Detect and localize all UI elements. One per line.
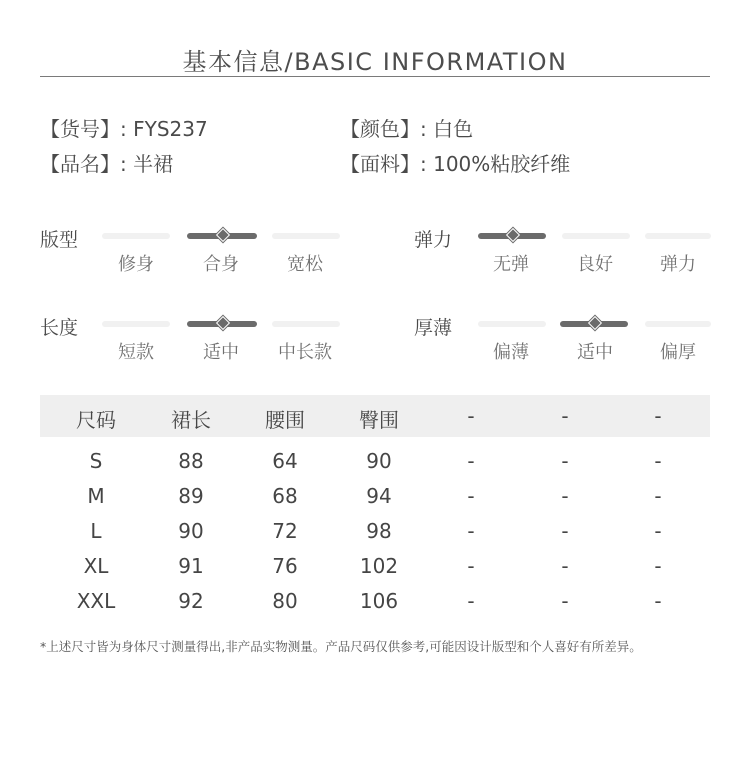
table-cell: - [654,554,662,578]
table-cell: - [561,589,569,613]
rating-track [645,233,711,239]
rating-marker [216,228,230,242]
table-cell: XXL [76,589,116,613]
table-cell: 90 [178,519,204,543]
rating-track [562,233,630,239]
rating-track [645,321,711,327]
table-cell: 102 [359,554,399,578]
rating-option-selected: 无弹 [493,254,529,275]
rating-label: 弹力 [414,229,453,251]
table-cell: - [467,589,475,613]
table-cell: - [561,554,569,578]
table-cell: - [467,519,475,543]
rating-marker [588,316,602,330]
column-header-empty: - [654,404,662,428]
rating-option: 修身 [118,254,154,275]
fabric-row [340,148,570,177]
rating-option-selected: 合身 [203,254,239,275]
rating-option: 短款 [118,342,154,363]
table-cell: 91 [178,554,204,578]
rating-option: 宽松 [287,254,323,275]
item-number-value: FYS237 [133,117,208,141]
rating-track [478,321,546,327]
table-cell: - [654,484,662,508]
table-cell: - [467,554,475,578]
table-cell: 68 [272,484,298,508]
column-header-length: 裙长 [171,408,211,432]
product-name-row [40,148,173,177]
table-cell: 76 [272,554,298,578]
rating-option: 良好 [577,254,613,275]
table-cell: - [654,519,662,543]
product-name-value: 半裙 [133,152,174,176]
table-cell: - [467,484,475,508]
table-cell: 80 [272,589,298,613]
rating-option: 偏薄 [493,342,529,363]
table-cell: 72 [272,519,298,543]
table-cell: 92 [178,589,204,613]
table-cell: 94 [366,484,392,508]
table-cell: 89 [178,484,204,508]
column-header-empty: - [467,404,475,428]
table-cell: S [89,449,103,473]
item-number-label: 【货号】: [40,117,127,141]
table-cell: XL [83,554,109,578]
rating-track [272,321,340,327]
table-cell: L [90,519,102,543]
column-header-waist: 腰围 [265,408,305,432]
rating-label: 版型 [40,229,79,251]
table-cell: 64 [272,449,298,473]
rating-track [102,321,170,327]
size-disclaimer: *上述尺寸皆为身体尺寸测量得出,非产品实物测量。产品尺码仅供参考,可能因设计版型和个人喜好有所差异。 [40,639,642,654]
column-header-size: 尺码 [76,408,116,432]
column-header-empty: - [561,404,569,428]
table-cell: 106 [359,589,399,613]
rating-label: 厚薄 [414,317,453,339]
fabric-label: 【面料】: [340,152,427,176]
table-cell: - [561,519,569,543]
rating-marker [506,228,520,242]
table-cell: 90 [366,449,392,473]
table-cell: 98 [366,519,392,543]
color-row [340,113,473,142]
rating-option: 弹力 [660,254,696,275]
table-cell: - [654,449,662,473]
rating-label: 长度 [40,317,79,339]
rating-option-selected: 适中 [203,342,239,363]
item-number-row [40,113,208,142]
rating-track [102,233,170,239]
rating-track [272,233,340,239]
table-cell: - [561,484,569,508]
title-divider [40,76,710,77]
table-cell: - [467,449,475,473]
rating-option: 中长款 [278,342,332,363]
table-cell: M [87,484,105,508]
table-cell: 88 [178,449,204,473]
color-value: 白色 [433,117,474,141]
column-header-hip: 臀围 [359,408,399,432]
rating-marker [216,316,230,330]
page-title: 基本信息/BASIC INFORMATION [182,48,568,76]
table-cell: - [561,449,569,473]
product-name-label: 【品名】: [40,152,127,176]
color-label: 【颜色】: [340,117,427,141]
rating-option-selected: 适中 [577,342,613,363]
fabric-value: 100%粘胶纤维 [433,152,571,176]
rating-option: 偏厚 [660,342,696,363]
table-cell: - [654,589,662,613]
